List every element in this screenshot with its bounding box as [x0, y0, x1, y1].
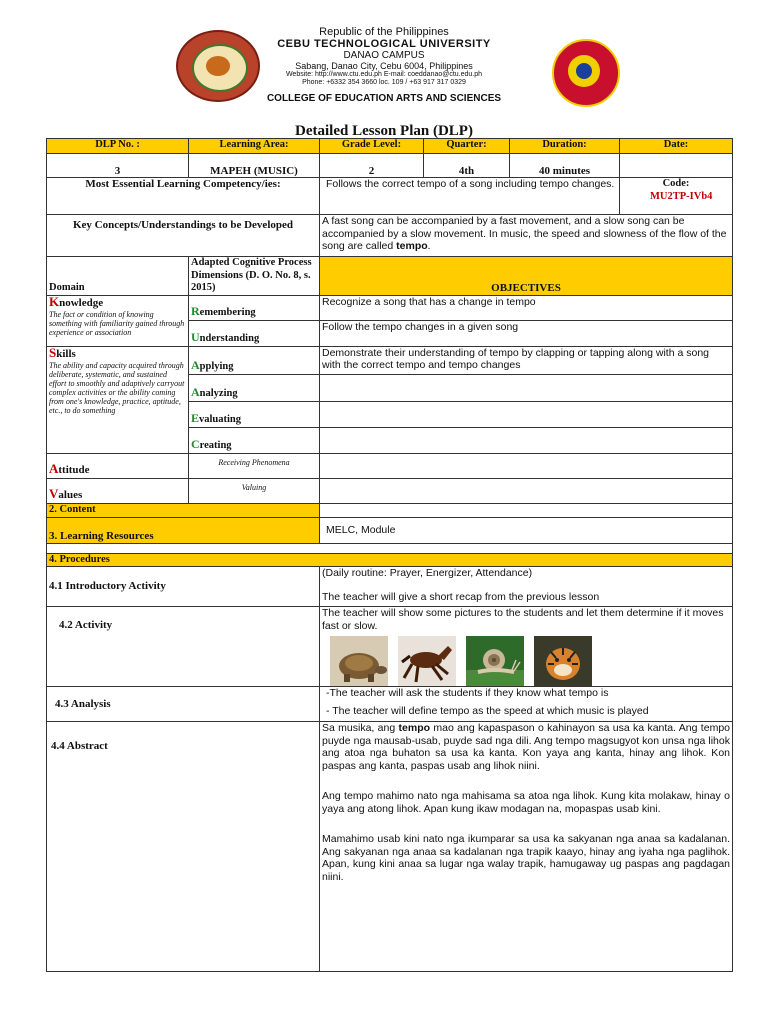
col-date: Date:	[620, 139, 733, 154]
dim-applying: Applying	[189, 346, 320, 374]
quarter-value: 4th	[424, 154, 510, 178]
objective-analyzing	[320, 374, 733, 401]
abstract-paragraph-1: Sa musika, ang tempo mao ang kapaspason o kahinayon sa usa ka kanta. Ang tempo puyde nga mausab-usab, puyde sad nga dili. Ang tempo magsugyot kon unsa nga lihok ang atoa nga buhaton sa usa ka kanta. Kon yaya ang kanta, hinay ang lihok. Kon paspas ang kanta, paspas usab ang lihok niini.	[322, 722, 730, 772]
abstract-text	[320, 722, 733, 972]
col-learning-area: Learning Area:	[189, 139, 320, 154]
spacer-row	[47, 543, 733, 553]
info-row	[47, 154, 733, 178]
key-concepts-row	[47, 215, 733, 257]
dim-creating: Creating	[189, 427, 320, 453]
intro-row	[47, 567, 733, 607]
abstract-label: 4.4 Abstract	[47, 722, 320, 972]
objective-creating	[320, 427, 733, 453]
key-concepts-label: Key Concepts/Understandings to be Developed	[47, 215, 320, 257]
grade-level-value: 2	[320, 154, 424, 178]
analysis-text: -The teacher will ask the students if they know what tempo is - The teacher will define tempo as the speed at which music is played	[320, 687, 733, 722]
dim-remembering: Remembering	[189, 295, 320, 320]
objective-evaluating	[320, 401, 733, 427]
domain-attitude: Attitude	[47, 453, 189, 478]
snail-picture	[466, 636, 524, 686]
dim-valuing: Valuing	[189, 478, 320, 503]
objective-understanding: Follow the tempo changes in a given song	[320, 320, 733, 346]
intro-label: 4.1 Introductory Activity	[47, 567, 320, 607]
objective-values	[320, 478, 733, 503]
dlp-number: 3	[47, 154, 189, 178]
procedures-label: 4. Procedures	[47, 553, 733, 567]
abstract-paragraph-2: Ang tempo mahimo nato nga mahisama sa atoa nga lihok. Kung kita molakaw, hinay o yaya ang atong lihok. Apan kung ikaw modagan na, mopaspas usab kini.	[322, 790, 730, 815]
letterhead	[0, 0, 768, 118]
domain-skills: Skills The ability and capacity acquired through deliberate, systematic, and sustained effort to smoothly and adaptively carryout complex activities or the ability coming from one's knowledge, practice, aptitude, etc., to do something	[47, 346, 189, 453]
domain-values: Values	[47, 478, 189, 503]
col-quarter: Quarter:	[424, 139, 510, 154]
column-header-row	[47, 139, 733, 154]
objective-remembering: Recognize a song that has a change in tempo	[320, 295, 733, 320]
objectives-header: OBJECTIVES	[320, 257, 733, 296]
abstract-row	[47, 722, 733, 972]
abstract-paragraph-3: Mamahimo usab kini nato nga ikumparar sa usa ka sakyanan nga anaa sa kadalanan. Ang sakyanan nga anaa sa kadalanan nga trapik kaayo, hinay ang iyaha nga paglihok. Apan, kung kini anaa sa lugar nga walay trapik, hamugaway ug paspas ang pagdagan niini.	[322, 833, 730, 883]
dim-evaluating: Evaluating	[189, 401, 320, 427]
activity-label: 4.2 Activity	[47, 607, 320, 687]
activity-text-cell	[320, 607, 733, 687]
domain-header: Domain	[47, 257, 189, 296]
competency-label: Most Essential Learning Competency/ies:	[47, 178, 320, 215]
lesson-plan-table	[46, 138, 733, 972]
col-grade-level: Grade Level:	[320, 139, 424, 154]
resources-value: MELC, Module	[320, 517, 733, 543]
activity-pictures	[322, 632, 730, 686]
row-attitude	[47, 453, 733, 478]
key-concepts-text: A fast song can be accompanied by a fast movement, and a slow song can be accompanied by a slow movement. In music, the speed and slowness of the flow of the song are called tempo.	[320, 215, 733, 257]
objectives-header-row	[47, 257, 733, 296]
procedures-row	[47, 553, 733, 567]
row-remembering	[47, 295, 733, 320]
competency-code-cell	[620, 178, 733, 215]
duration-value: 40 minutes	[510, 154, 620, 178]
row-values	[47, 478, 733, 503]
content-value	[320, 503, 733, 517]
address-line: Sabang, Danao City, Cebu 6004, Philippines	[295, 61, 473, 71]
campus-name: DANAO CAMPUS	[343, 50, 425, 61]
university-name: CEBU TECHNOLOGICAL UNIVERSITY	[277, 38, 491, 50]
learning-area-value: MAPEH (MUSIC)	[189, 154, 320, 178]
domain-knowledge: Knowledge The fact or condition of knowing something with familiarity gained through experience or association	[47, 295, 189, 346]
objective-attitude	[320, 453, 733, 478]
col-duration: Duration:	[510, 139, 620, 154]
website-line: Website: http://www.ctu.edu.ph E-mail: coeddanao@ctu.edu.ph	[285, 71, 483, 78]
activity-text: The teacher will show some pictures to the students and let them determine if it moves fast or slow.	[322, 607, 724, 632]
intro-text: (Daily routine: Prayer, Energizer, Attendance) The teacher will give a short recap from the previous lesson	[320, 567, 733, 607]
content-row	[47, 503, 733, 517]
code-label: Code:	[662, 178, 690, 189]
dim-understanding: Understanding	[189, 320, 320, 346]
horse-picture	[398, 636, 456, 686]
dim-analyzing: Analyzing	[189, 374, 320, 401]
republic-line: Republic of the Philippines	[319, 26, 449, 38]
tempo-term: tempo	[396, 240, 428, 252]
date-value	[620, 154, 733, 178]
dim-receiving-phenomena: Receiving Phenomena	[189, 453, 320, 478]
tiger-picture	[534, 636, 592, 686]
college-name: COLLEGE OF EDUCATION ARTS AND SCIENCES	[266, 93, 502, 104]
analysis-label: 4.3 Analysis	[47, 687, 320, 722]
competency-code: MU2TP-IVb4	[650, 190, 713, 202]
resources-label: 3. Learning Resources	[47, 517, 320, 543]
competency-text: Follows the correct tempo of a song including tempo changes.	[320, 178, 620, 215]
activity-row	[47, 607, 733, 687]
tortoise-picture	[330, 636, 388, 686]
analysis-row	[47, 687, 733, 722]
phone-line: Phone: +6332 354 3660 loc. 109 / +63 917 317 0329	[302, 79, 466, 86]
competency-row	[47, 178, 733, 215]
content-label: 2. Content	[47, 503, 320, 517]
document-title: Detailed Lesson Plan (DLP)	[295, 123, 473, 139]
resources-row	[47, 517, 733, 543]
objective-applying: Demonstrate their understanding of tempo by clapping or tapping along with a song with the correct tempo and tempo changes	[320, 346, 733, 374]
dimensions-header: Adapted Cognitive Process Dimensions (D. O. No. 8, s. 2015)	[189, 257, 320, 296]
col-dlp-no: DLP No. :	[47, 139, 189, 154]
row-applying	[47, 346, 733, 374]
